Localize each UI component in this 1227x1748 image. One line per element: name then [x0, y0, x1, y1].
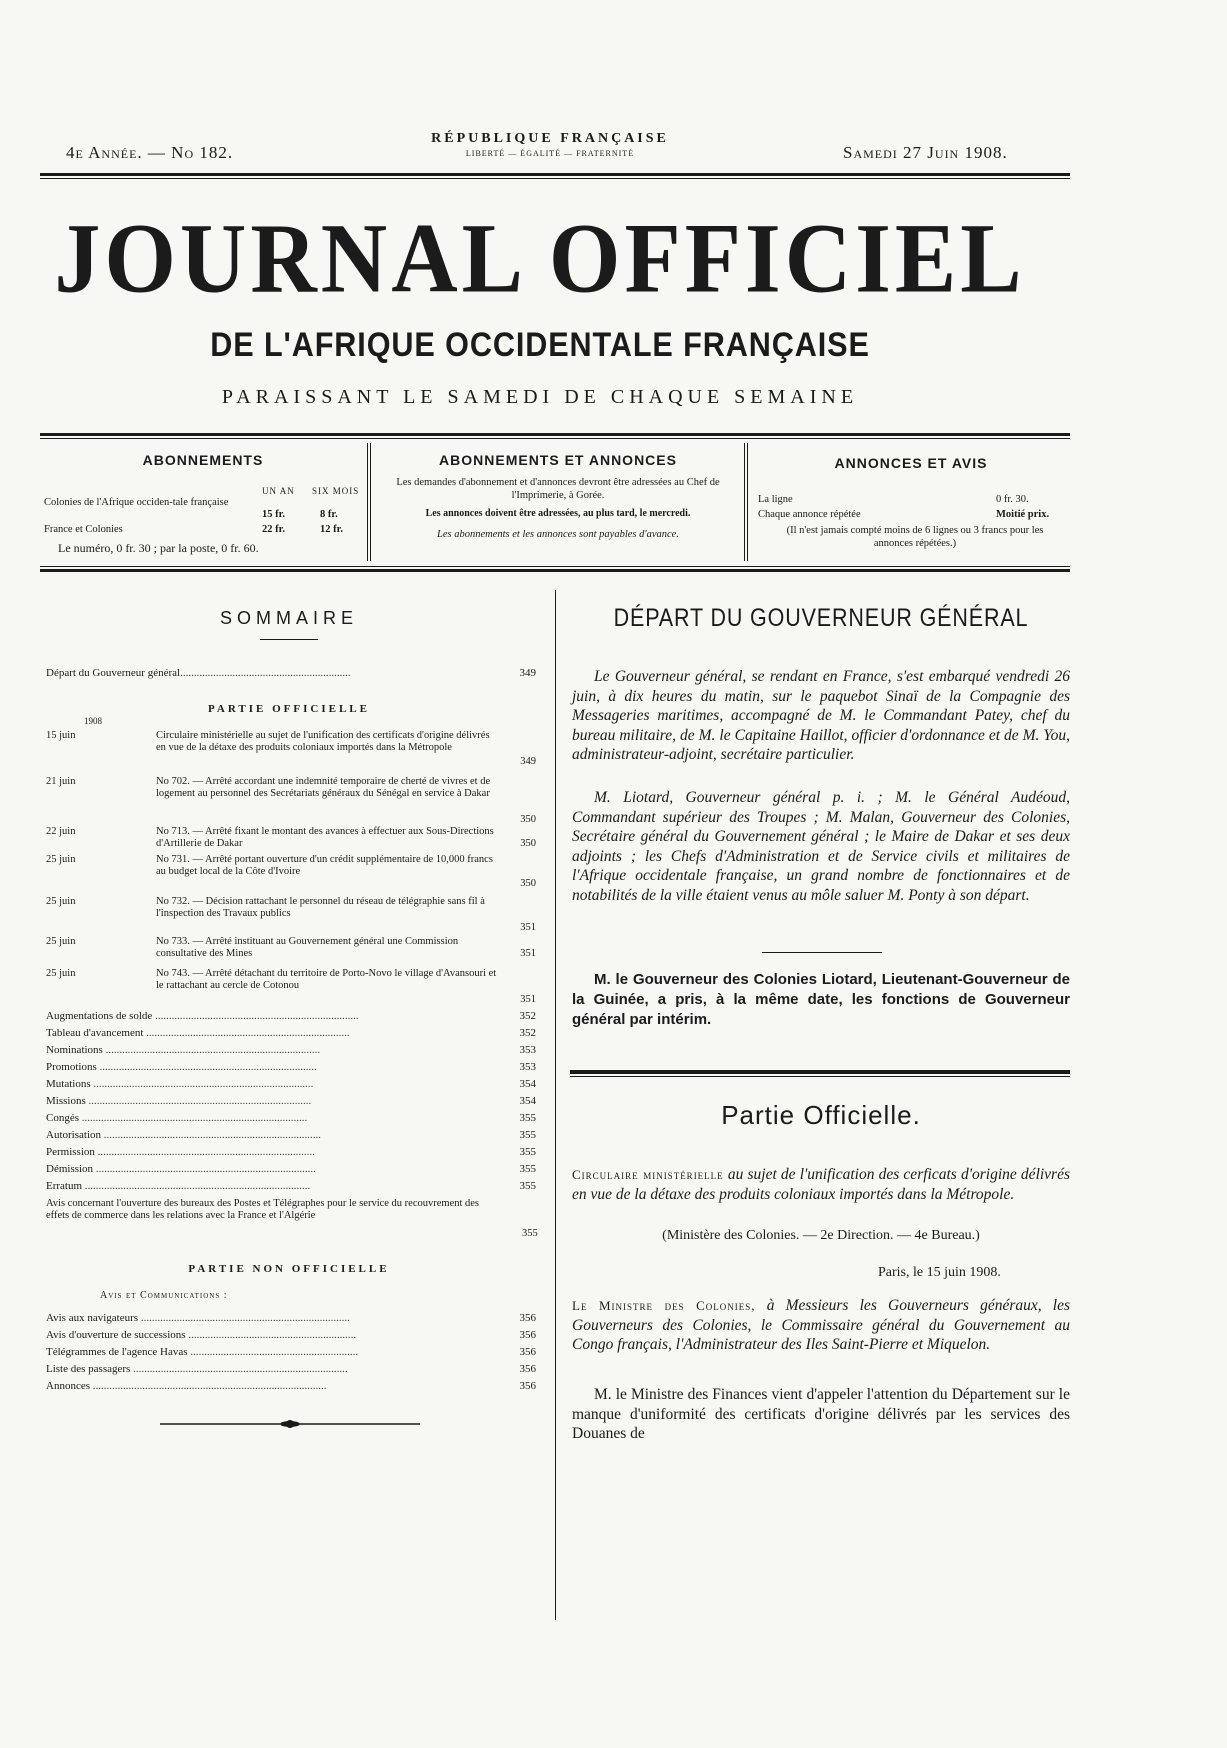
column-divider — [555, 590, 556, 1620]
toc-simple-label: Tableau d'avancement — [46, 1027, 144, 1039]
toc-entry-date: 25 juin — [46, 896, 76, 907]
issue-date: Samedi 27 Juin 1908. — [843, 143, 1008, 162]
republic-header — [370, 131, 730, 158]
sommaire-underline — [260, 639, 318, 640]
toc-depart-page: 349 — [519, 667, 536, 679]
toc-simple-label: Promotions — [46, 1061, 97, 1073]
toc-entry-text: No 702. — Arrêté accordant une indemnité temporaire de cherté de vivres et de logement au personnel des Secrétariats généraux du Sénégal en service à Dakar — [156, 776, 491, 799]
toc-nonoff-label: Annonces — [46, 1380, 90, 1392]
ornament-divider — [160, 1418, 420, 1430]
toc-simple: Congés .................................................................................. 355 — [46, 1112, 536, 1124]
article-separator — [762, 952, 882, 953]
toc-simple-page: 355 — [519, 1163, 536, 1175]
box-divider-1b — [370, 443, 371, 561]
toc-entry-date: 25 juin — [46, 854, 76, 865]
toc-simple: Démission ................................................................................ 355 — [46, 1163, 536, 1175]
ministre-lead: Le Ministre des Colonies, — [572, 1298, 756, 1313]
toc-entry-page: 350 — [520, 814, 536, 825]
toc-simple-page: 354 — [519, 1095, 536, 1107]
annonces-avis-box — [756, 455, 1066, 550]
ministre-address — [572, 1296, 1070, 1355]
toc-nonoff: Télégrammes de l'agence Havas ............................................................. 356 — [46, 1346, 536, 1358]
toc-entry — [46, 826, 536, 856]
toc-entry — [46, 936, 536, 966]
section-rule — [570, 1070, 1070, 1074]
toc-entry-page: 351 — [520, 922, 536, 933]
toc-depart: Départ du Gouverneur général.............................................................. 349 — [46, 667, 536, 679]
box-divider-2b — [747, 443, 748, 561]
ligne-label: La ligne — [758, 494, 793, 505]
toc-nonoff-label: Avis aux navigateurs — [46, 1312, 139, 1324]
toc-entry-date: 25 juin — [46, 968, 76, 979]
toc-entry — [46, 896, 536, 936]
numero-price: Le numéro, 0 fr. 30 ; par la poste, 0 fr. 60. — [58, 541, 259, 555]
box-divider-1 — [367, 443, 368, 561]
toc-simple-page: 352 — [519, 1027, 536, 1039]
header-rule-thin — [40, 178, 1070, 179]
toc-entry-text: No 713. — Arrêté fixant le montant des avances à effectuer aux Sous-Directions d'Artillerie de Dakar — [156, 826, 494, 849]
toc-nonoff-label: Télégrammes de l'agence Havas — [46, 1346, 188, 1358]
toc-nonoff-page: 356 — [519, 1380, 536, 1392]
toc-entry — [46, 854, 536, 894]
masthead-title: JOURNAL OFFICIEL — [54, 202, 1026, 314]
toc-simple-label: Mutations — [46, 1078, 91, 1090]
row2-label: France et Colonies — [44, 524, 123, 535]
abonnements-annonces-line3: Les abonnements et les annonces sont payables d'avance. — [437, 528, 679, 540]
toc-nonoff-label: Liste des passagers — [46, 1363, 131, 1375]
col-un-an: UN AN — [262, 486, 295, 496]
toc-simple-label: Permission — [46, 1146, 95, 1158]
toc-entry-text: No 733. — Arrêté instituant au Gouvernement général une Commission consultative des Mines — [156, 936, 459, 959]
toc-nonoff-page: 356 — [519, 1329, 536, 1341]
toc-entry-text: No 732. — Décision rattachant le personnel du réseau de télégraphie sans fil à l'inspection des Travaux publics — [156, 896, 485, 919]
toc-partie-officielle: PARTIE OFFICIELLE — [208, 703, 370, 715]
box-divider-2 — [744, 443, 745, 561]
section-rule-thin — [570, 1076, 1070, 1077]
row1-label: Colonies de l'Afrique occiden-tale française — [44, 497, 229, 508]
repetee-label: Chaque annonce répétée — [758, 509, 861, 520]
toc-simple-label: Congés — [46, 1112, 79, 1124]
toc-simple-page: 354 — [519, 1078, 536, 1090]
masthead-subtitle: DE L'AFRIQUE OCCIDENTALE FRANÇAISE — [210, 326, 870, 364]
toc-simple-label: Nominations — [46, 1044, 103, 1056]
circulaire-rest: au sujet de l'unification des cerficats d'origine délivrés en vue de la détaxe des produits coloniaux importés dans la Métropole. — [572, 1166, 1071, 1203]
toc-entry-text: No 743. — Arrêté détachant du territoire de Porto-Novo le village d'Avansouri et le rattachant au cercle de Cotonou — [156, 968, 497, 991]
circulaire-heading — [572, 1165, 1070, 1204]
row2-six: 12 fr. — [320, 524, 343, 535]
toc-nonoff: Liste des passagers .............................................................................. 356 — [46, 1363, 536, 1375]
repetee-value: Moitié prix. — [996, 509, 1050, 520]
toc-simple-label: Autorisation — [46, 1129, 101, 1141]
toc-year: 1908 — [84, 716, 102, 726]
toc-simple: Autorisation ............................................................................... 355 — [46, 1129, 536, 1141]
article-p1: Le Gouverneur général, se rendant en France, s'est embarqué vendredi 26 juin, à dix heures du matin, sur le paquebot Sinaï de la Compagnie des Messageries maritimes, accompagné de M. le Commandant Patey, chef du bureau militaire, de M. le Capitaine Haillot, officier d'ordonnance et de M. You, administrateur-adjoint, secrétaire particulier. — [572, 668, 1070, 763]
abonnements-annonces-box — [378, 452, 738, 541]
toc-nonoff: Avis aux navigateurs ............................................................................ 356 — [46, 1312, 536, 1324]
toc-entry-date: 25 juin — [46, 936, 76, 947]
abonnements-annonces-line2: Les annonces doivent être adressées, au plus tard, le mercredi. — [425, 508, 691, 520]
toc-simple: Mutations ................................................................................ 354 — [46, 1078, 536, 1090]
republic-label: RÉPUBLIQUE FRANÇAISE — [431, 131, 669, 146]
toc-entry-date: 15 juin — [46, 730, 76, 741]
toc-simple-page: 352 — [519, 1010, 536, 1022]
toc-simple: Missions ................................................................................. 354 — [46, 1095, 536, 1107]
toc-entry-page: 350 — [520, 838, 536, 849]
toc-entry-date: 21 juin — [46, 776, 76, 787]
ministere-line: (Ministère des Colonies. — 2e Direction. — 4e Bureau.) — [662, 1228, 980, 1243]
toc-simple: Promotions ............................................................................... 353 — [46, 1061, 536, 1073]
toc-simple-page: 355 — [519, 1180, 536, 1192]
toc-partie-non-officielle: PARTIE NON OFFICIELLE — [188, 1263, 390, 1275]
toc-simple: Permission ............................................................................... 355 — [46, 1146, 536, 1158]
toc-simple-page: 353 — [519, 1044, 536, 1056]
toc-entry-text: Circulaire ministérielle au sujet de l'unification des certificats d'origine délivrés en vue de la détaxe des produits coloniaux importés dans la Métropole — [156, 730, 490, 753]
toc-nonoff-label: Avis d'ouverture de successions — [46, 1329, 186, 1341]
article-p2: M. Liotard, Gouverneur général p. i. ; M. le Général Audéoud, Commandant supérieur des Troupes ; M. Malan, Gouverneur des Colonies, Secrétaire général du Gouvernement général ; le Maire de Dakar et ses deux adjoints ; les Chefs d'Administration et de Service civils et militaires de l'Afrique occidentale française, un grand nombre de fonctionnaires et de notabilités de la ville étaient venus au môle saluer M. Ponty à son départ. — [572, 789, 1070, 904]
sommaire-title: SOMMAIRE — [219, 608, 358, 628]
toc-entry — [46, 968, 536, 1008]
circulaire-body: M. le Ministre des Finances vient d'appeler l'attention du Département sur le manque d'uniformité des certificats d'origine délivrés par les services des Douanes de — [572, 1386, 1070, 1442]
box-bottom-rule — [40, 566, 1070, 567]
toc-nonoff-page: 356 — [519, 1312, 536, 1324]
toc-entry-page: 351 — [520, 994, 536, 1005]
toc-entry-text: No 731. — Arrêté portant ouverture d'un crédit supplémentaire de 10,000 francs au budget local de la Côte d'Ivoire — [156, 854, 493, 877]
toc-nonoff-page: 356 — [519, 1346, 536, 1358]
ministre-rest: à Messieurs les Gouverneurs généraux, les Gouverneurs des Colonies, le Commissaire général du Gouvernement au Congo français, l'Administrateur des Iles Saint-Pierre et Miquelon. — [572, 1297, 1071, 1353]
toc-entry-page: 350 — [520, 878, 536, 889]
masthead-tagline: PARAISSANT LE SAMEDI DE CHAQUE SEMAINE — [221, 386, 859, 408]
article-p3: M. le Gouverneur des Colonies Liotard, Lieutenant-Gouverneur de la Guinée, a pris, à la même date, les fonctions de Gouverneur général par intérim. — [572, 971, 1070, 1028]
abonnements-title: ABONNEMENTS — [142, 452, 264, 468]
toc-simple-page: 355 — [519, 1129, 536, 1141]
annonces-avis-title: ANNONCES ET AVIS — [834, 455, 988, 471]
abonnements-box — [44, 452, 362, 555]
abonnements-annonces-line1: Les demandes d'abonnement et d'annonces devront être adressées au Chef de l'Imprimerie, à Gorée. — [396, 477, 720, 502]
toc-nonoff: Annonces ..................................................................................... 356 — [46, 1380, 536, 1392]
toc-simple-label: Augmentations de solde — [46, 1010, 153, 1022]
circulaire-lead: Circulaire ministérielle — [572, 1167, 724, 1182]
header-rule — [40, 173, 1070, 176]
toc-simple-label: Erratum — [46, 1180, 83, 1192]
annonces-note: (Il n'est jamais compté moins de 6 lignes ou 3 francs pour les annonces répétées.) — [786, 525, 1044, 550]
toc-simple: Tableau d'avancement .......................................................................... 352 — [46, 1027, 536, 1039]
motto: LIBERTÉ — ÉGALITÉ — FRATERNITÉ — [465, 149, 635, 158]
box-top-rule-thin — [40, 438, 1070, 439]
toc-simple: Nominations .............................................................................. 353 — [46, 1044, 536, 1056]
toc-simple: Augmentations de solde .......................................................................... 352 — [46, 1010, 536, 1022]
toc-simple-label: Missions — [46, 1095, 86, 1107]
toc-avis: Avis concernant l'ouverture des bureaux des Postes et Télégraphes pour le service du recouvrement des effets de commerce dans les relations avec la France et l'Algérie — [46, 1198, 480, 1221]
toc-avis-page: 355 — [522, 1228, 538, 1239]
row1-six: 8 fr. — [320, 509, 338, 520]
toc-nonoff: Avis d'ouverture de successions ............................................................. 356 — [46, 1329, 536, 1341]
row2-an: 22 fr. — [262, 524, 285, 535]
toc-nonoff-page: 356 — [519, 1363, 536, 1375]
toc-simple-label: Démission — [46, 1163, 94, 1175]
dateline: Paris, le 15 juin 1908. — [878, 1265, 1001, 1280]
toc-depart-label: Départ du Gouverneur général — [46, 667, 181, 679]
article-title: DÉPART DU GOUVERNEUR GÉNÉRAL — [613, 604, 1029, 632]
abonnements-annonces-title: ABONNEMENTS ET ANNONCES — [439, 452, 677, 468]
toc-simple-page: 355 — [519, 1146, 536, 1158]
toc-entry-page: 349 — [520, 756, 536, 767]
toc-entry — [46, 730, 536, 778]
box-bottom-rule-thick — [40, 569, 1070, 572]
col-six-mois: SIX MOIS — [312, 486, 360, 496]
toc-entry-date: 22 juin — [46, 826, 76, 837]
toc-simple-page: 353 — [519, 1061, 536, 1073]
toc-entry-page: 351 — [520, 948, 536, 959]
toc-avis-comm: Avis et Communications : — [100, 1290, 228, 1301]
row1-an: 15 fr. — [262, 509, 285, 520]
toc-simple-page: 355 — [519, 1112, 536, 1124]
partie-officielle-title: Partie Officielle. — [721, 1100, 921, 1130]
box-top-rule — [40, 433, 1070, 436]
toc-simple: Erratum .................................................................................. 355 — [46, 1180, 536, 1192]
ligne-value: 0 fr. 30. — [996, 494, 1029, 505]
issue-number: 4e Année. — No 182. — [66, 143, 234, 162]
